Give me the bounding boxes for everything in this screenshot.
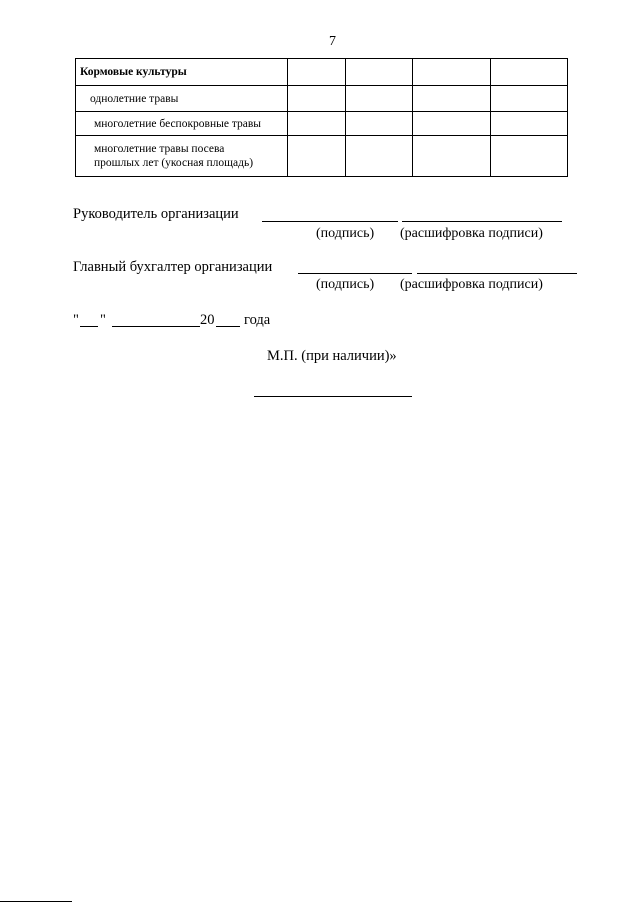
table-cell — [346, 59, 413, 86]
accountant-decoding-caption: (расшифровка подписи) — [400, 277, 543, 292]
page-number: 7 — [329, 34, 336, 49]
table-row — [76, 112, 568, 136]
date-year-line — [216, 326, 240, 327]
date-day-line — [80, 326, 98, 327]
row-label-perennial-coverless: многолетние беспокровные травы — [76, 112, 288, 136]
table-row — [76, 86, 568, 112]
accountant-signature-label: Главный бухгалтер организации — [73, 259, 273, 275]
head-signature-label: Руководитель организации — [73, 206, 239, 222]
table-cell — [413, 86, 491, 112]
table-cell — [288, 136, 346, 177]
head-signature-caption: (подпись) — [316, 226, 375, 241]
date-year-suffix: года — [244, 312, 271, 328]
table-row — [76, 59, 568, 86]
bottom-edge-line — [0, 901, 72, 902]
accountant-signature-line — [298, 273, 412, 274]
date-year-prefix: 20 — [200, 312, 215, 328]
row-label-perennial-previous-years — [76, 136, 288, 177]
table-cell — [288, 59, 346, 86]
table-cell — [491, 86, 568, 112]
head-decoding-caption: (расшифровка подписи) — [400, 226, 543, 241]
table-cell — [491, 59, 568, 86]
date-quote-close: " — [100, 312, 106, 328]
stamp-place: М.П. (при наличии)» — [267, 348, 397, 364]
closing-line — [254, 396, 412, 397]
head-decoding-line — [402, 221, 562, 222]
table-cell — [346, 86, 413, 112]
table-cell — [491, 112, 568, 136]
row-label-line: многолетние травы посева — [94, 143, 225, 155]
table-cell — [491, 136, 568, 177]
table-cell — [413, 112, 491, 136]
table-cell — [288, 86, 346, 112]
table-cell — [288, 112, 346, 136]
head-signature-line — [262, 221, 398, 222]
table-cell — [413, 59, 491, 86]
date-quote-open: " — [73, 312, 79, 328]
table-cell — [346, 136, 413, 177]
accountant-decoding-line — [417, 273, 577, 274]
date-month-line — [112, 326, 200, 327]
table-cell — [413, 136, 491, 177]
row-label-line: прошлых лет (укосная площадь) — [94, 157, 254, 169]
row-label-forage-crops: Кормовые культуры — [76, 59, 288, 86]
table-cell — [346, 112, 413, 136]
row-label-annual-grasses: однолетние травы — [76, 86, 288, 112]
accountant-signature-caption: (подпись) — [316, 277, 375, 292]
crops-table — [75, 58, 568, 177]
table-row — [76, 136, 568, 177]
